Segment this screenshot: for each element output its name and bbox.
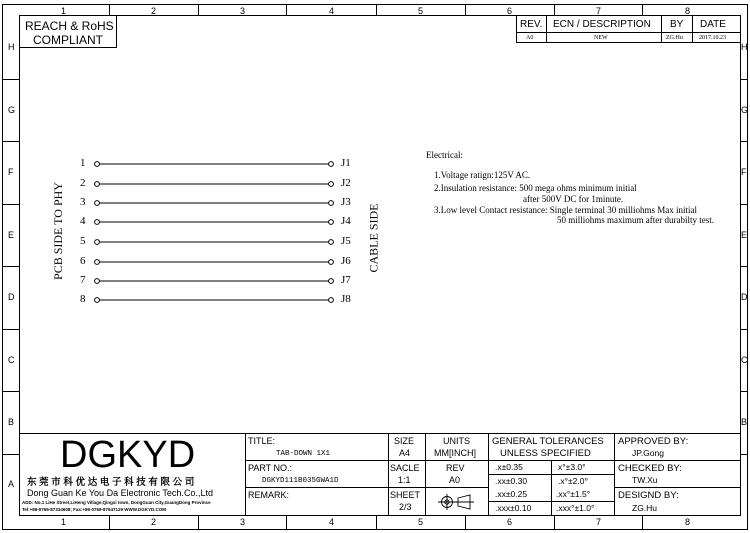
pin-left-label: 3: [80, 196, 86, 208]
company-name-en: Dong Guan Ke You Da Electronic Tech.Co.,Ltd: [27, 488, 213, 498]
title-value: TAB-DOWN 1X1: [276, 450, 331, 458]
wire: [95, 201, 334, 206]
wire: [95, 279, 334, 284]
approved-value: JP.Gong: [632, 448, 664, 458]
rev-value: A0: [526, 35, 534, 41]
units-label: UNITS: [443, 436, 470, 446]
pin-left-label: 7: [80, 274, 86, 286]
row-label-right: E: [741, 230, 748, 240]
wire: [95, 162, 334, 167]
pin-right-label: J5: [341, 235, 351, 247]
electrical-note: after 500V DC for 1minute.: [523, 194, 624, 204]
column-label-top: 5: [418, 6, 424, 16]
wire: [95, 240, 334, 245]
ecn-header: ECN / DESCRIPTION: [553, 19, 651, 30]
pin-left-label: 6: [80, 255, 86, 267]
row-label-right: C: [741, 355, 748, 365]
pin-right-label: J1: [341, 157, 351, 169]
scale-value: 1:1: [398, 475, 411, 485]
row-label-right: H: [741, 42, 748, 52]
pcb-side-label: PCB SIDE TO PHY: [51, 182, 65, 280]
title-label: TITLE:: [248, 436, 276, 446]
row-label-left: F: [8, 167, 14, 177]
column-label-bottom: 4: [329, 517, 335, 527]
designed-value: ZG.Hu: [632, 503, 658, 513]
units-value: MM[INCH]: [434, 448, 476, 458]
column-label-top: 7: [596, 6, 602, 16]
checked-label: CHECKED BY:: [618, 463, 682, 474]
row-label-right: G: [741, 105, 749, 115]
part-label: PART NO.:: [248, 463, 293, 473]
column-label-bottom: 7: [596, 517, 602, 527]
electrical-note: 50 milliohms maximum after durabilty test.: [557, 215, 714, 225]
company-logo: DGKYD: [60, 434, 196, 476]
date-header: DATE: [700, 19, 726, 30]
column-label-bottom: 2: [151, 517, 157, 527]
pin-right-label: J4: [341, 215, 351, 227]
compliance-line-1: REACH & RoHS: [25, 19, 114, 33]
rev-label: REV: [446, 463, 465, 473]
tolerance-subheading: UNLESS SPECIFIED: [500, 448, 591, 459]
wire: [95, 182, 334, 187]
pin-right-label: J3: [341, 196, 351, 208]
size-value: A4: [399, 448, 411, 458]
projection-symbol-icon: [438, 494, 474, 510]
electrical-note: 3.Low level Contact resistance: Single terminal 30 milliohms Max initial: [434, 205, 697, 215]
size-label: SIZE: [394, 436, 415, 446]
designed-label: DESIGND BY:: [618, 490, 679, 501]
pin-left-label: 5: [80, 235, 86, 247]
sheet-label: SHEET: [390, 490, 421, 500]
wire-group: [95, 162, 334, 303]
part-value: DGKYD111B035GWA1D: [262, 477, 339, 485]
remark-label: REMARK:: [248, 490, 290, 500]
company-address: ADD: No.1 LiHe Street,LiHeng Village,Qingxi town, DongGuan City,GuangDong Province: [22, 500, 211, 505]
pin-left-label: 8: [80, 293, 86, 305]
column-label-top: 8: [685, 6, 691, 16]
column-label-top: 1: [61, 6, 67, 16]
row-label-left: E: [8, 230, 15, 240]
compliance-line-2: COMPLIANT: [33, 33, 104, 47]
column-label-top: 4: [329, 6, 335, 16]
checked-value: TW.Xu: [632, 475, 658, 485]
tolerance-linear: .xx±0.25: [495, 489, 528, 499]
wire: [95, 220, 334, 225]
pin-left-label: 1: [80, 157, 86, 169]
column-label-bottom: 5: [418, 517, 424, 527]
pin-left-label: 2: [80, 177, 86, 189]
company-name-cn: 东 莞 市 科 优 达 电 子 科 技 有 限 公 司: [27, 477, 195, 488]
row-label-left: H: [8, 42, 15, 52]
electrical-note: 2.Insulation resistance: 500 mega ohms minimum initial: [434, 183, 637, 193]
row-label-left: G: [8, 105, 16, 115]
by-header: BY: [670, 19, 684, 30]
tolerance-heading: GENERAL TOLERANCES: [492, 436, 604, 447]
row-label-right: D: [741, 292, 748, 302]
tolerance-angular: x°±3.0°: [558, 462, 586, 472]
pin-right-label: J8: [341, 293, 351, 305]
column-label-top: 2: [151, 6, 157, 16]
column-label-top: 6: [507, 6, 513, 16]
approved-label: APPROVED BY:: [618, 436, 689, 447]
electrical-note: 1.Voltage ratign:125V AC.: [434, 170, 531, 180]
column-label-bottom: 3: [240, 517, 246, 527]
row-label-left: A: [8, 479, 15, 489]
date-value: 2017.10.23: [699, 35, 726, 41]
tolerance-angular: .x°±2.0°: [558, 476, 588, 486]
column-label-bottom: 8: [685, 517, 691, 527]
column-label-top: 3: [240, 6, 246, 16]
pin-left-label: 4: [80, 215, 86, 227]
row-label-left: D: [8, 292, 15, 302]
wire: [95, 260, 334, 265]
pin-right-label: J6: [341, 255, 351, 267]
electrical-heading: Electrical:: [426, 150, 463, 160]
tolerance-angular: .xxx°±1.0°: [556, 503, 595, 513]
company-contact: Tel:+86-0769-87334608; Fax:+86-0769-87647129 WWW.DGKYD.COM: [22, 507, 166, 512]
pin-right-label: J2: [341, 177, 351, 189]
column-label-bottom: 1: [61, 517, 67, 527]
pin-right-label: J7: [341, 274, 351, 286]
by-value: ZG.Hu: [666, 35, 683, 41]
row-label-left: B: [8, 417, 15, 427]
sheet-value: 2/3: [399, 502, 412, 512]
tolerance-linear: .xx±0.30: [495, 476, 528, 486]
row-label-right: B: [741, 417, 748, 427]
rev-header: REV.: [520, 19, 543, 30]
wire: [95, 298, 334, 303]
tolerance-linear: .x±0.35: [495, 462, 523, 472]
row-label-right: F: [741, 167, 747, 177]
tolerance-angular: .xx°±1.5°: [556, 489, 591, 499]
scale-label: SACLE: [390, 463, 420, 473]
rev-value: A0: [449, 475, 461, 485]
column-label-bottom: 6: [507, 517, 513, 527]
tolerance-linear: .xxx±0.10: [495, 503, 532, 513]
cable-side-label: CABLE SIDE: [366, 203, 381, 273]
row-label-left: C: [8, 355, 15, 365]
ecn-value: NEW: [594, 35, 608, 41]
